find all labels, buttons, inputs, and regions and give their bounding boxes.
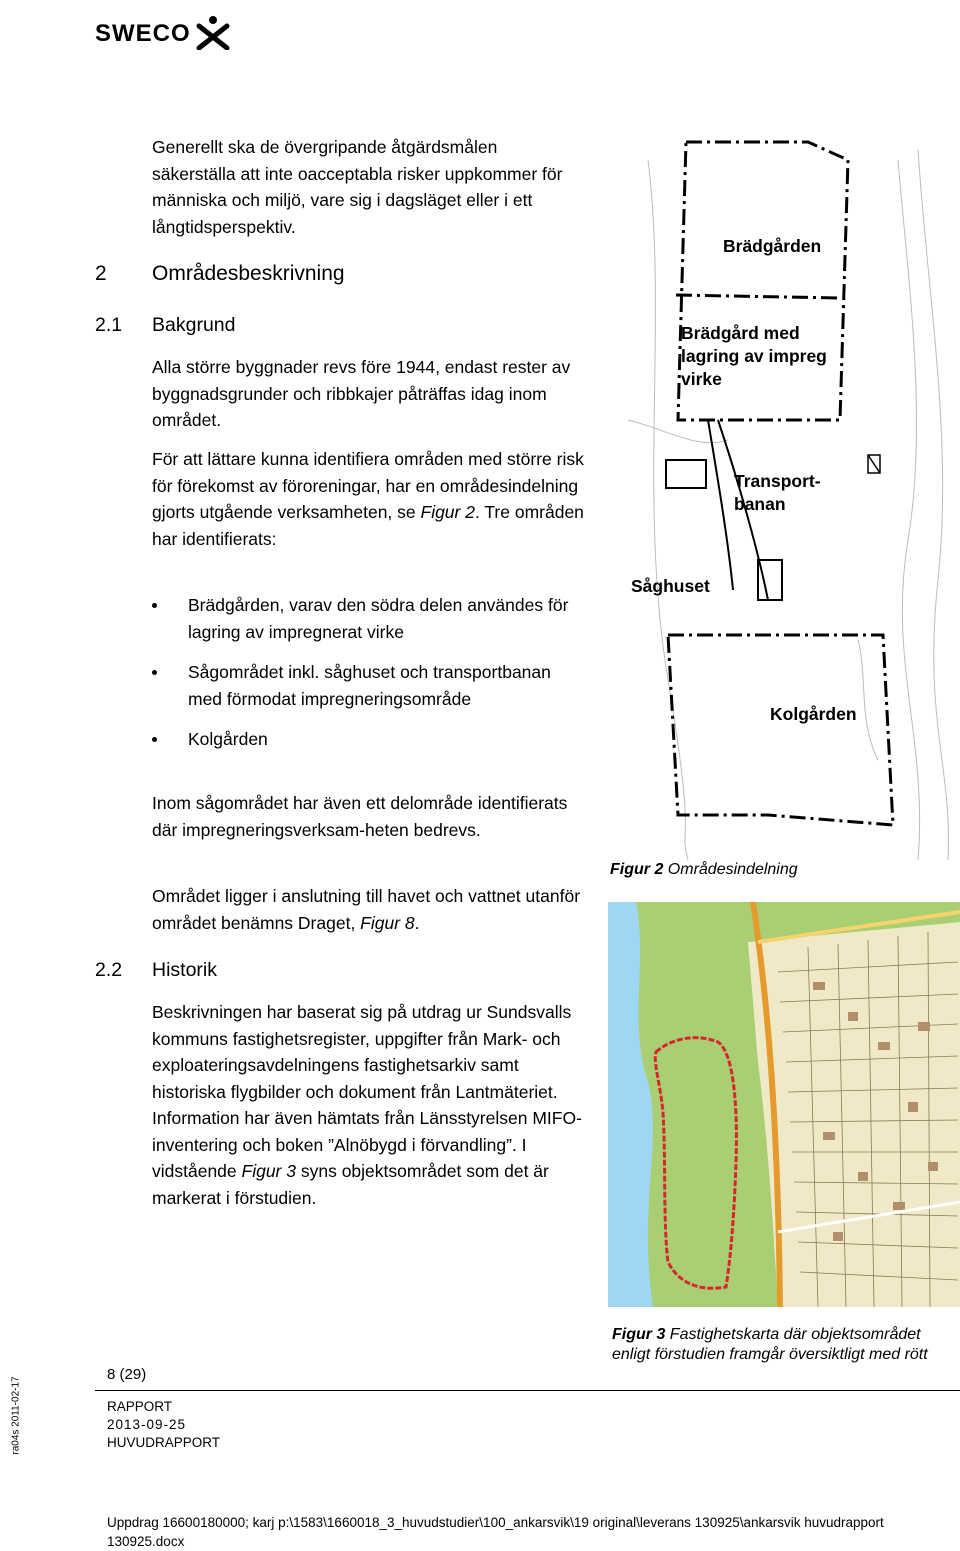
history-paragraph bbox=[152, 999, 592, 1211]
para2-text-post: . Tre områden har identifierats: bbox=[152, 502, 584, 549]
background-paragraph-3: Inom sågområdet har även ett delområde identifierats där impregneringsverksam-heten bedrevs. bbox=[152, 793, 568, 840]
intro-paragraph: Generellt ska de övergripande åtgärdsmålen säkerställa att inte oacceptabla risker uppkommer för människa och miljö, vare sig i dagsläget eller i ett långtidsperspektiv. bbox=[152, 137, 563, 237]
subsection-title: Historik bbox=[152, 959, 218, 981]
figure-2-caption-text: Områdesindelning bbox=[663, 861, 798, 878]
figure-3-caption bbox=[612, 1325, 952, 1365]
figure-3-reference[interactable]: Figur 3 bbox=[241, 1161, 296, 1181]
figure-3-caption-label: Figur 3 bbox=[612, 1326, 666, 1343]
side-code: ra04s 2011-02-17 bbox=[10, 1376, 22, 1455]
label-bradgarden: Brädgården bbox=[723, 236, 822, 256]
para4-text-post: . bbox=[414, 912, 420, 933]
bullet-icon bbox=[152, 603, 157, 608]
background-paragraph-2 bbox=[152, 446, 592, 552]
property-map-drawing bbox=[608, 902, 960, 1307]
subsection-number: 2.1 bbox=[95, 314, 123, 336]
figure-2-caption-label: Figur 2 bbox=[610, 861, 664, 878]
bullet-icon bbox=[152, 737, 157, 742]
figure-2-reference[interactable]: Figur 2 bbox=[420, 502, 475, 522]
footer-file-path: Uppdrag 16600180000; karj p:\1583\1660018_3_huvudstudier\100_ankarsvik\19 original\leverans 130925\ankarsvik huvudrapport 130925.docx bbox=[107, 1515, 884, 1549]
figure-3-caption-text: Fastighetskarta där objektsområdet enligt förstudien framgår översiktligt med rött bbox=[612, 1326, 928, 1363]
section-number: 2 bbox=[95, 262, 107, 285]
label-saghuset: Såghuset bbox=[631, 576, 710, 596]
figure-3-property-map bbox=[608, 902, 960, 1307]
para2-text-pre: För att lättare kunna identifiera områden med större risk för förekomst av föroreningar, har en områdesindelning gjorts utgående verksamheten, se bbox=[152, 449, 584, 522]
figure-8-reference[interactable]: Figur 8 bbox=[360, 912, 415, 933]
subsection-number: 2.2 bbox=[95, 959, 123, 981]
page-number: 8 (29) bbox=[107, 1366, 147, 1383]
footer-date: 2013-09-25 bbox=[107, 1417, 187, 1432]
footer-divider bbox=[95, 1390, 960, 1391]
footer-doc-type: RAPPORT bbox=[107, 1399, 173, 1414]
label-bradgard-med-lagring: Brädgård med lagring av impreg virke bbox=[681, 323, 827, 389]
bullet-icon bbox=[152, 670, 157, 675]
sweco-logo-icon bbox=[195, 14, 231, 50]
sweco-logo bbox=[95, 14, 235, 50]
figure-2-area-map bbox=[608, 120, 960, 860]
list-item: Sågområdet inkl. såghuset och transportbanan med förmodat impregneringsområde bbox=[152, 659, 572, 712]
figure-2-caption bbox=[610, 860, 950, 880]
history-text-post: syns objektsområdet som det är markerat i förstudien. bbox=[152, 1161, 549, 1208]
logo-text: SWECO bbox=[95, 20, 191, 47]
label-transportbanan: Transport-banan bbox=[734, 471, 821, 514]
footer-doc-sub: HUVUDRAPPORT bbox=[107, 1435, 221, 1450]
background-paragraph-4 bbox=[152, 883, 592, 936]
list-item: Kolgården bbox=[152, 726, 572, 753]
para4-text-pre: Området ligger i anslutning till havet och vattnet utanför området benämns Draget, bbox=[152, 886, 581, 933]
label-kolgarden: Kolgården bbox=[770, 704, 857, 724]
background-paragraph-1: Alla större byggnader revs före 1944, endast rester av byggnadsgrunder och ribbkajer påträffas idag inom området. bbox=[152, 357, 571, 430]
list-item: Brädgården, varav den södra delen användes för lagring av impregnerat virke bbox=[152, 592, 572, 645]
area-list bbox=[152, 592, 572, 753]
subsection-title: Bakgrund bbox=[152, 314, 236, 336]
history-text-pre: Beskrivningen har baserat sig på utdrag ur Sundsvalls kommuns fastighetsregister, uppgifter från Mark- och exploateringsavdelningens fastighetsarkiv samt historiska flygbilder och dokument från Lantmäteriet. Information har även hämtats från Länsstyrelsen MIFO-inventering och boken ”Alnöbygd i förvandling”. I vidstående bbox=[152, 1002, 582, 1181]
section-title: Områdesbeskrivning bbox=[152, 262, 345, 285]
